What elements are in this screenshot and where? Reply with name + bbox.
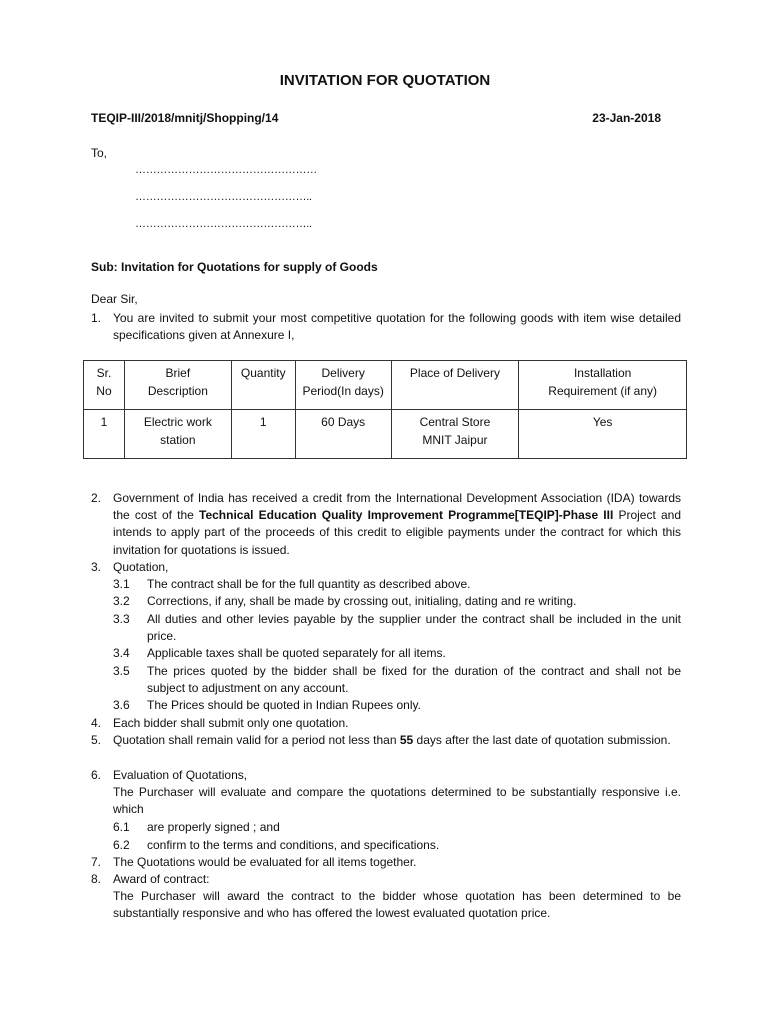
sub-clause-3-2	[113, 593, 681, 610]
header-delivery-period	[295, 361, 391, 410]
sub-clause-text: The prices quoted by the bidder shall be fixed for the duration of the contract and shall not be subject to adjustment on any account.	[147, 664, 681, 696]
clause-1	[91, 310, 681, 344]
cell-description	[124, 410, 231, 459]
clause-number: 2.	[91, 491, 102, 505]
clause-text-part: days after the last date of quotation submission.	[413, 733, 671, 747]
clause-5	[91, 732, 681, 749]
cell-text: MNIT Jaipur	[422, 433, 488, 447]
cell-installation: Yes	[519, 410, 687, 459]
sub-clause-text: All duties and other levies payable by the supplier under the contract shall be included in the unit price.	[147, 612, 681, 644]
sub-clause-3-4	[113, 645, 681, 662]
address-line-2: …………………………………………..	[135, 191, 312, 203]
clause-text: Quotation,	[113, 560, 169, 574]
clause-number: 5.	[91, 733, 102, 747]
clause-text	[113, 732, 681, 749]
clause-2	[91, 490, 681, 559]
header-text: Period(In days)	[302, 384, 384, 398]
document-title: INVITATION FOR QUOTATION	[279, 72, 491, 89]
sub-clause-number: 3.1	[113, 577, 130, 591]
clause-3	[91, 559, 681, 576]
clause-text: You are invited to submit your most competitive quotation for the following goods with item wise detailed specifications given at Annexure I,	[113, 311, 681, 343]
clause-text-part: Project and intends to apply part of the proceeds of this credit to eligible payments under the contract for which this invitation for quotations is issued.	[113, 508, 681, 557]
header-text: Sr.	[96, 366, 112, 380]
sub-clause-number: 6.1	[113, 820, 130, 834]
header-text: Installation	[573, 366, 632, 380]
header-text: Description	[147, 384, 208, 398]
header-text: Quantity	[240, 366, 286, 380]
clause-text: Each bidder shall submit only one quotation.	[113, 716, 349, 730]
sub-clause-3-5	[113, 663, 681, 697]
header-sr-no	[84, 361, 125, 410]
sub-clause-6-2	[113, 837, 681, 854]
sub-clause-number: 6.2	[113, 838, 130, 852]
table-row	[84, 410, 687, 459]
cell-text: Central Store	[419, 415, 491, 429]
clause-text-part: Quotation shall remain valid for a period not less than	[113, 733, 400, 747]
header-installation	[519, 361, 687, 410]
sub-clause-6-1	[113, 819, 681, 836]
clause-body: The Purchaser will award the contract to the bidder whose quotation has been determined to be substantially responsive and who has offered the lowest evaluated quotation price.	[113, 889, 681, 921]
clause-number: 8.	[91, 872, 102, 886]
sub-clause-number: 3.3	[113, 612, 130, 626]
clause-4	[91, 715, 681, 732]
address-line-3: …………………………………………..	[135, 218, 312, 230]
header-text: Place of Delivery	[409, 366, 500, 380]
subject-line: Sub: Invitation for Quotations for supply of Goods	[91, 260, 378, 274]
clause-number: 3.	[91, 560, 102, 574]
reference-number: TEQIP-III/2018/mnitj/Shopping/14	[91, 111, 279, 125]
sub-clause-text: Applicable taxes shall be quoted separately for all items.	[147, 646, 446, 660]
clause-text: Award of contract:	[113, 872, 210, 886]
header-text: Delivery	[321, 366, 365, 380]
sub-clause-number: 3.4	[113, 646, 130, 660]
sub-clause-3-3	[113, 611, 681, 645]
clause-8	[91, 871, 681, 923]
cell-text: station	[160, 433, 196, 447]
validity-days: 55	[399, 733, 414, 747]
header-description	[124, 361, 231, 410]
salutation: Dear Sir,	[91, 292, 138, 306]
sub-clause-number: 3.6	[113, 698, 130, 712]
clause-text	[113, 490, 681, 559]
clause-number: 7.	[91, 855, 102, 869]
addressee-label: To,	[91, 146, 108, 160]
cell-delivery-period: 60 Days	[295, 410, 391, 459]
clause-text-part: Government of India has received a credit from the International Development Association (IDA) towards the cost of the	[113, 491, 681, 523]
sub-clause-3-1	[113, 576, 681, 593]
sub-clause-text: The contract shall be for the full quantity as described above.	[147, 577, 471, 591]
header-quantity	[231, 361, 295, 410]
document-date: 23-Jan-2018	[592, 111, 661, 125]
header-place-of-delivery	[391, 361, 519, 410]
sub-clause-text: are properly signed ; and	[147, 820, 280, 834]
header-text: Requirement (if any)	[548, 384, 657, 398]
clause-body: The Purchaser will evaluate and compare the quotations determined to be substantially responsive i.e. which	[113, 785, 681, 817]
programme-name: Technical Education Quality Improvement Programme[TEQIP]-Phase III	[199, 508, 614, 523]
sub-clause-number: 3.2	[113, 594, 130, 608]
header-text: No	[96, 384, 112, 398]
cell-quantity: 1	[231, 410, 295, 459]
clause-7	[91, 854, 681, 871]
sub-clause-3-6	[113, 697, 681, 714]
cell-sr-no: 1	[84, 410, 125, 459]
clause-number: 4.	[91, 716, 102, 730]
sub-clause-text: confirm to the terms and conditions, and specifications.	[147, 838, 440, 852]
address-line-1: ……………………………………………	[135, 164, 317, 176]
clause-6	[91, 767, 681, 819]
cell-place-of-delivery	[391, 410, 519, 459]
table-header-row	[84, 361, 687, 410]
sub-clause-number: 3.5	[113, 664, 130, 678]
clause-number: 6.	[91, 768, 102, 782]
clause-text: Evaluation of Quotations,	[113, 768, 248, 782]
sub-clause-text: The Prices should be quoted in Indian Rupees only.	[147, 698, 421, 712]
items-table	[83, 360, 687, 459]
clause-number: 1.	[91, 311, 102, 325]
header-text: Brief	[165, 366, 191, 380]
cell-text: Electric work	[143, 415, 212, 429]
clause-text: The Quotations would be evaluated for all items together.	[113, 855, 417, 869]
sub-clause-text: Corrections, if any, shall be made by crossing out, initialing, dating and re writing.	[147, 594, 577, 608]
